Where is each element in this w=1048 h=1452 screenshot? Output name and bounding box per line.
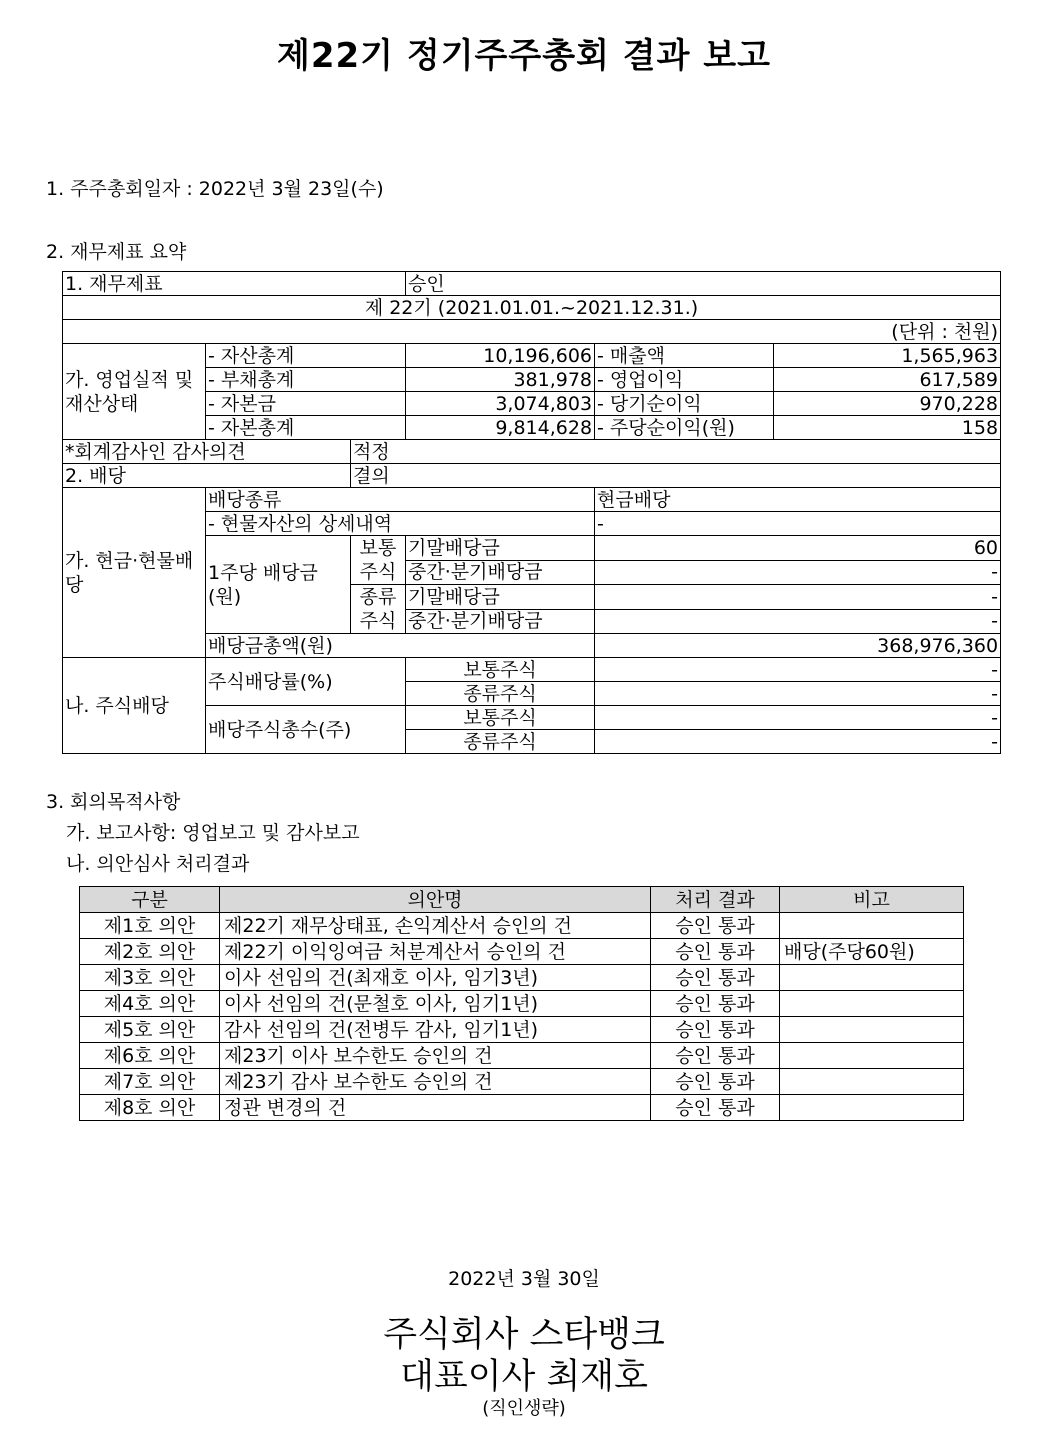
common-stock-label: 보통주식 [406, 706, 595, 730]
table-row [80, 1095, 964, 1121]
fin-statement-value: 승인 [406, 272, 1001, 296]
perf-left-label: - 자본금 [206, 392, 406, 416]
perf-left-label: - 자산총계 [206, 344, 406, 368]
pref-stock-label: 종류주식 [406, 730, 595, 754]
agenda-note [780, 1095, 964, 1121]
report-date: 2022년 3월 30일 [448, 1268, 600, 1290]
pref-year-end-value: - [595, 585, 1001, 610]
perf-left-label: - 부채총계 [206, 368, 406, 392]
agenda-title: 제23기 이사 보수한도 승인의 건 [220, 1043, 651, 1069]
common-stock-label: 보통주식 [406, 658, 595, 682]
page-title: 제22기 정기주주총회 결과 보고 [277, 36, 771, 76]
stock-value: - [595, 730, 1001, 754]
agenda-title: 이사 선임의 건(문철호 이사, 임기1년) [220, 991, 651, 1017]
table-row [80, 939, 964, 965]
agenda-result: 승인 통과 [651, 1069, 780, 1095]
table-row [80, 965, 964, 991]
agenda-title: 정관 변경의 건 [220, 1095, 651, 1121]
seal-note: (직인생략) [482, 1398, 566, 1419]
perf-right-label: - 매출액 [595, 344, 774, 368]
common-year-end-value: 60 [595, 536, 1001, 561]
perf-left-value: 3,074,803 [406, 392, 595, 416]
signature-block [0, 1314, 1048, 1398]
agenda-no: 제2호 의안 [80, 939, 220, 965]
agenda-note: 배당(주당60원) [780, 939, 964, 965]
section-financial-summary: 2. 재무제표 요약 [46, 241, 187, 263]
pref-interim-value: - [595, 609, 1001, 634]
perf-right-value: 617,589 [774, 368, 1001, 392]
dividend-value: 결의 [351, 464, 1001, 488]
agenda-no: 제1호 의안 [80, 913, 220, 939]
agenda-result: 승인 통과 [651, 1095, 780, 1121]
perf-left-value: 9,814,628 [406, 416, 595, 440]
table-row [80, 913, 964, 939]
agenda-note [780, 913, 964, 939]
stock-rate-label: 주식배당률(%) [206, 658, 406, 706]
fin-unit: (단위 : 천원) [63, 320, 1001, 344]
agenda-result: 승인 통과 [651, 991, 780, 1017]
column-header: 비고 [780, 887, 964, 913]
perf-right-label: - 영업이익 [595, 368, 774, 392]
perf-label: 가. 영업실적 및 재산상태 [63, 344, 206, 440]
agenda-result: 승인 통과 [651, 939, 780, 965]
audit-value: 적정 [351, 440, 1001, 464]
common-share-label: 보통주식 [351, 536, 406, 585]
agenda-result: 승인 통과 [651, 1043, 780, 1069]
year-end-label: 기말배당금 [406, 536, 595, 561]
agenda-result: 승인 통과 [651, 1017, 780, 1043]
perf-left-label: - 자본총계 [206, 416, 406, 440]
column-header: 처리 결과 [651, 887, 780, 913]
agenda-result: 승인 통과 [651, 965, 780, 991]
year-end-label: 기말배당금 [406, 585, 595, 610]
agenda-note [780, 1017, 964, 1043]
cash-dividend-label: 가. 현금·현물배당 [63, 488, 206, 658]
agenda-note [780, 965, 964, 991]
fin-period: 제 22기 (2021.01.01.~2021.12.31.) [63, 296, 1001, 320]
agenda-note [780, 991, 964, 1017]
stock-value: - [595, 658, 1001, 682]
stock-value: - [595, 682, 1001, 706]
dividend-label: 2. 배당 [63, 464, 351, 488]
dividend-total-label: 배당금총액(원) [206, 634, 595, 658]
perf-right-label: - 주당순이익(원) [595, 416, 774, 440]
agenda-results-table [79, 886, 964, 1121]
agenda-title: 제22기 이익잉여금 처분계산서 승인의 건 [220, 939, 651, 965]
section-agenda: 3. 회의목적사항 [46, 791, 181, 813]
agenda-note [780, 1043, 964, 1069]
meeting-date-line: 1. 주주총회일자 : 2022년 3월 23일(수) [46, 178, 384, 200]
stock-total-label: 배당주식총수(주) [206, 706, 406, 754]
per-share-label: 1주당 배당금(원) [206, 536, 351, 634]
interim-label: 중간·분기배당금 [406, 609, 595, 634]
common-interim-value: - [595, 560, 1001, 585]
agenda-no: 제5호 의안 [80, 1017, 220, 1043]
agenda-results-heading: 나. 의안심사 처리결과 [66, 853, 250, 875]
dividend-total-value: 368,976,360 [595, 634, 1001, 658]
interim-label: 중간·분기배당금 [406, 560, 595, 585]
agenda-title: 제22기 재무상태표, 손익계산서 승인의 건 [220, 913, 651, 939]
table-row [80, 991, 964, 1017]
in-kind-value: - [595, 512, 1001, 536]
perf-right-value: 970,228 [774, 392, 1001, 416]
perf-left-value: 381,978 [406, 368, 595, 392]
in-kind-label: - 현물자산의 상세내역 [206, 512, 595, 536]
agenda-no: 제3호 의안 [80, 965, 220, 991]
perf-left-value: 10,196,606 [406, 344, 595, 368]
report-items: 가. 보고사항: 영업보고 및 감사보고 [66, 822, 360, 844]
agenda-title: 감사 선임의 건(전병두 감사, 임기1년) [220, 1017, 651, 1043]
agenda-title: 이사 선임의 건(최재호 이사, 임기3년) [220, 965, 651, 991]
agenda-no: 제8호 의안 [80, 1095, 220, 1121]
table-header-row [80, 887, 964, 913]
financial-summary-table [62, 271, 1001, 754]
table-row [80, 1069, 964, 1095]
pref-share-label: 종류주식 [351, 585, 406, 634]
fin-statement-label: 1. 재무제표 [63, 272, 406, 296]
column-header: 구분 [80, 887, 220, 913]
agenda-no: 제6호 의안 [80, 1043, 220, 1069]
perf-right-value: 1,565,963 [774, 344, 1001, 368]
agenda-note [780, 1069, 964, 1095]
perf-right-label: - 당기순이익 [595, 392, 774, 416]
stock-value: - [595, 706, 1001, 730]
agenda-no: 제7호 의안 [80, 1069, 220, 1095]
dividend-type-label: 배당종류 [206, 488, 595, 512]
agenda-result: 승인 통과 [651, 913, 780, 939]
agenda-title: 제23기 감사 보수한도 승인의 건 [220, 1069, 651, 1095]
agenda-no: 제4호 의안 [80, 991, 220, 1017]
audit-label: *회계감사인 감사의견 [63, 440, 351, 464]
table-row [80, 1017, 964, 1043]
company-name: 주식회사 스타뱅크 [383, 1315, 665, 1355]
stock-dividend-label: 나. 주식배당 [63, 658, 206, 754]
perf-right-value: 158 [774, 416, 1001, 440]
pref-stock-label: 종류주식 [406, 682, 595, 706]
table-row [80, 1043, 964, 1069]
dividend-type-value: 현금배당 [595, 488, 1001, 512]
ceo-name: 대표이사 최재호 [400, 1357, 648, 1397]
column-header: 의안명 [220, 887, 651, 913]
